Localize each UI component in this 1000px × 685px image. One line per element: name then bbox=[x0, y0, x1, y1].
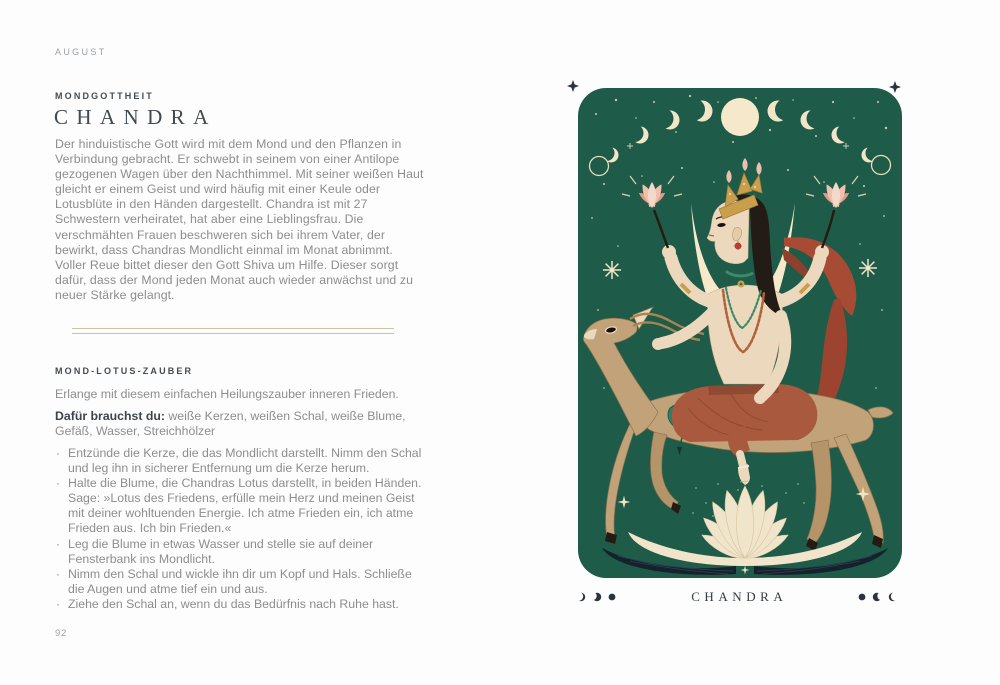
bullet-icon: · bbox=[56, 536, 61, 551]
starburst-icon bbox=[603, 261, 621, 279]
list-item bbox=[55, 537, 429, 567]
upper-left-hand bbox=[662, 245, 676, 259]
page-number: 92 bbox=[55, 628, 68, 639]
moon-phases-left-icon bbox=[576, 591, 620, 603]
step-text: Entzünde die Kerze, die das Mondlicht darstellt. Nimm den Schal und leg ihn in sicherer Entfernung um die Kerze herum. bbox=[68, 446, 422, 476]
moon-phases-right-icon bbox=[854, 591, 898, 603]
bullet-icon: · bbox=[56, 566, 61, 581]
list-item bbox=[55, 476, 429, 536]
chandra-card-illustration bbox=[578, 88, 902, 578]
spell-steps-list bbox=[55, 446, 429, 612]
card-caption: CHANDRA bbox=[691, 589, 788, 604]
lower-left-hand bbox=[652, 338, 664, 350]
list-item bbox=[55, 446, 429, 476]
requirements-line bbox=[55, 409, 431, 439]
list-item bbox=[55, 567, 429, 597]
full-moon bbox=[721, 98, 759, 136]
step-text: Ziehe den Schal an, wenn du das Bedürfnis nach Ruhe hast. bbox=[68, 596, 399, 611]
bullet-icon: · bbox=[56, 596, 61, 611]
step-text: Halte die Blume, die Chandras Lotus darstellt, in beiden Händen. Sage: »Lotus des Friedens, erfülle mein Herz und meinen Geist mit deiner wohltuenden Energie. Ich atme Frieden ein, ich atme Frieden aus. Ich bin Frieden.« bbox=[68, 476, 422, 536]
lower-right-hand bbox=[754, 392, 766, 404]
section-kicker-zauber: MOND-LOTUS-ZAUBER bbox=[55, 366, 194, 376]
page-title: CHANDRA bbox=[54, 105, 217, 129]
starburst-icon bbox=[859, 259, 877, 277]
list-item bbox=[55, 597, 429, 612]
step-text: Nimm den Schal und wickle ihn dir um Kopf und Hals. Schließe die Augen und atme tief ein und aus. bbox=[68, 566, 412, 596]
section-kicker-mondgottheit: MONDGOTTHEIT bbox=[55, 91, 154, 101]
earring bbox=[735, 243, 741, 249]
spell-lead-text: Erlange mit diesem einfachen Heilungszauber inneren Frieden. bbox=[55, 387, 399, 401]
requirements-text: weiße Kerzen, weißen Schal, weiße Blume, Gefäß, Wasser, Streichhölzer bbox=[55, 409, 406, 439]
requirements-label: Dafür brauchst du: bbox=[55, 409, 165, 423]
bullet-icon: · bbox=[56, 476, 61, 491]
step-text: Leg die Blume in etwas Wasser und stelle sie auf deiner Fensterbank ins Mondlicht. bbox=[68, 536, 374, 566]
bullet-icon: · bbox=[56, 446, 61, 460]
intro-paragraph: Der hinduistische Gott wird mit dem Mond und den Pflanzen in Verbindung gebracht. Er schwebt in seinem von einer Antilope gezogenen Wagen über den Nachthimmel. Mit seiner weißen Haut gleicht er einem Geist und wird häufig mit einer Keule oder Lotusblüte in den Händen dargestellt. Chandra ist mit 27 Schwestern verheiratet, hat aber eine Lieblingsfrau. Die verschmähten Frauen beschweren sich bei ihrem Vater, der bewirkt, dass Chandras Mondlicht einmal im Monat abnimmt. Voller Reue bittet dieser den Gott Shiva um Hilfe. Dieser sorgt dafür, dass der Mond jeden Monat auch wieder anwächst und zu neuer Stärke gelangt. bbox=[55, 137, 424, 302]
double-rule-divider bbox=[72, 328, 394, 334]
running-head-month: AUGUST bbox=[55, 47, 107, 57]
card-caption-row bbox=[576, 589, 898, 605]
